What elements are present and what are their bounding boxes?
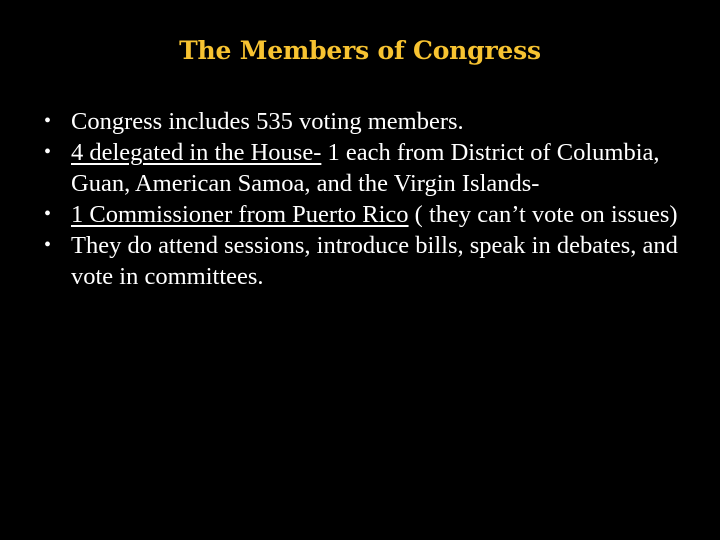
bullet-item bbox=[44, 230, 684, 292]
bullet-dot-icon: • bbox=[44, 203, 52, 225]
bullet-list bbox=[44, 106, 684, 292]
bullet-item bbox=[44, 199, 684, 230]
bullet-text: 1 each from District of Columbia, Guan, American Samoa, and the Virgin Islands- bbox=[71, 139, 660, 197]
bullet-dot-icon: • bbox=[44, 234, 52, 256]
bullet-item bbox=[44, 106, 684, 137]
bullet-underlined-text: 1 Commissioner from Puerto Rico bbox=[71, 201, 409, 228]
bullet-dot-icon: • bbox=[44, 141, 52, 163]
bullet-item bbox=[44, 137, 684, 199]
bullet-underlined-text: 4 delegated in the House- bbox=[71, 139, 322, 166]
bullet-text: They do attend sessions, introduce bills, speak in debates, and vote in committees. bbox=[71, 232, 678, 290]
bullet-text: ( they can’t vote on issues) bbox=[408, 201, 678, 228]
bullet-dot-icon: • bbox=[44, 110, 52, 132]
bullet-text: Congress includes 535 voting members. bbox=[71, 108, 464, 135]
slide-title: The Members of Congress bbox=[179, 36, 541, 65]
